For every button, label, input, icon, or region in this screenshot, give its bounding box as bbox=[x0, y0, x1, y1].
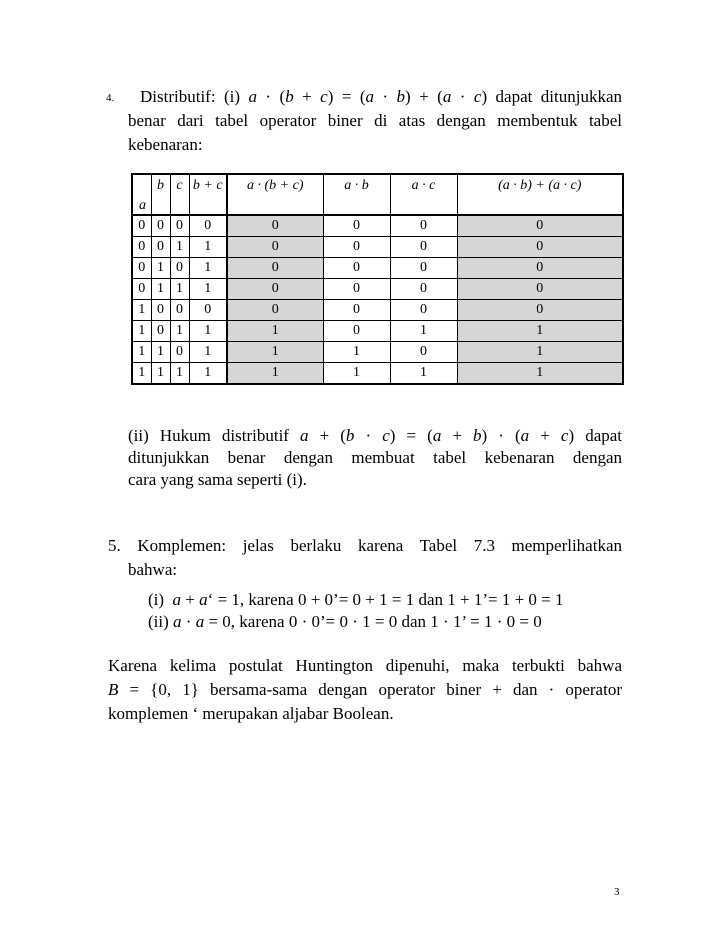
cell-b: 1 bbox=[151, 342, 170, 363]
conclusion-line-3: komplemen ‘ merupakan aljabar Boolean. bbox=[108, 704, 394, 723]
cell-a-dot-c: 0 bbox=[390, 258, 457, 279]
cell-a-dot-c: 0 bbox=[390, 215, 457, 237]
item-4-number: 4. bbox=[106, 92, 115, 104]
cell-b-plus-c: 1 bbox=[189, 342, 227, 363]
cell-a-dot-b: 0 bbox=[323, 279, 390, 300]
truth-table bbox=[131, 173, 624, 385]
table-row bbox=[132, 300, 623, 321]
cell-a-dot-c: 1 bbox=[390, 363, 457, 385]
cell-a-dot-c: 1 bbox=[390, 321, 457, 342]
cell-b: 0 bbox=[151, 321, 170, 342]
cell-b: 1 bbox=[151, 363, 170, 385]
cell-c: 1 bbox=[170, 363, 189, 385]
cell-a-dot-b: 0 bbox=[323, 300, 390, 321]
item-4-line-2: benar dari tabel operator biner di atas dengan membentuk tabel bbox=[128, 111, 622, 130]
cell-b-plus-c: 0 bbox=[189, 215, 227, 237]
header-a-dot-b: a · b bbox=[323, 174, 390, 215]
cell-b-plus-c: 1 bbox=[189, 321, 227, 342]
cell-a-dot-c: 0 bbox=[390, 279, 457, 300]
cell-a-dot-b-plus-c: 0 bbox=[227, 300, 323, 321]
cell-a-dot-b: 0 bbox=[323, 215, 390, 237]
part-ii-line-2: ditunjukkan benar dengan membuat tabel kebenaran dengan bbox=[128, 448, 622, 467]
cell-c: 0 bbox=[170, 300, 189, 321]
cell-c: 0 bbox=[170, 342, 189, 363]
cell-a: 1 bbox=[132, 342, 151, 363]
header-a-dot-c: a · c bbox=[390, 174, 457, 215]
cell-a: 1 bbox=[132, 363, 151, 385]
cell-b-plus-c: 1 bbox=[189, 237, 227, 258]
cell-a: 0 bbox=[132, 237, 151, 258]
header-a-dot-b-plus-c: a · (b + c) bbox=[227, 174, 323, 215]
cell-c: 1 bbox=[170, 237, 189, 258]
table-row bbox=[132, 215, 623, 237]
cell-c: 1 bbox=[170, 321, 189, 342]
item-5-line-1: 5. Komplemen: jelas berlaku karena Tabel 7.3 memperlihatkan bbox=[108, 536, 622, 555]
cell-b: 1 bbox=[151, 258, 170, 279]
cell-ab-plus-ac: 1 bbox=[457, 321, 623, 342]
cell-ab-plus-ac: 1 bbox=[457, 363, 623, 385]
cell-a: 0 bbox=[132, 215, 151, 237]
table-row bbox=[132, 321, 623, 342]
conclusion-line-1: Karena kelima postulat Huntington dipenuhi, maka terbukti bahwa bbox=[108, 656, 622, 675]
cell-a: 0 bbox=[132, 258, 151, 279]
item-4-line-1: Distributif: (i) a · (b + c) = (a · b) + (a · c) dapat ditunjukkan bbox=[140, 87, 623, 106]
cell-a-dot-b: 1 bbox=[323, 342, 390, 363]
item-4-line-3: kebenaran: bbox=[128, 135, 203, 154]
cell-a-dot-b-plus-c: 1 bbox=[227, 363, 323, 385]
cell-a-dot-b: 0 bbox=[323, 258, 390, 279]
cell-a-dot-c: 0 bbox=[390, 300, 457, 321]
header-b-plus-c: b + c bbox=[189, 174, 227, 215]
cell-a-dot-b-plus-c: 1 bbox=[227, 342, 323, 363]
cell-a-dot-c: 0 bbox=[390, 237, 457, 258]
cell-a: 1 bbox=[132, 321, 151, 342]
cell-a-dot-b-plus-c: 0 bbox=[227, 237, 323, 258]
cell-a-dot-b-plus-c: 1 bbox=[227, 321, 323, 342]
cell-ab-plus-ac: 0 bbox=[457, 300, 623, 321]
item-5-sub-ii: (ii) a · a = 0, karena 0 · 0’= 0 · 1 = 0 dan 1 · 1’ = 1 · 0 = 0 bbox=[148, 612, 542, 631]
cell-b: 0 bbox=[151, 300, 170, 321]
cell-a-dot-c: 0 bbox=[390, 342, 457, 363]
cell-c: 1 bbox=[170, 279, 189, 300]
cell-ab-plus-ac: 0 bbox=[457, 258, 623, 279]
item-5-sub-i: (i) a + a‘ = 1, karena 0 + 0’= 0 + 1 = 1 dan 1 + 1’= 1 + 0 = 1 bbox=[148, 590, 564, 609]
cell-c: 0 bbox=[170, 258, 189, 279]
item-5-line-2: bahwa: bbox=[128, 560, 178, 579]
table-row bbox=[132, 258, 623, 279]
cell-ab-plus-ac: 1 bbox=[457, 342, 623, 363]
table-row bbox=[132, 342, 623, 363]
page-number: 3 bbox=[614, 886, 620, 898]
header-ab-plus-ac: (a · b) + (a · c) bbox=[457, 174, 623, 215]
cell-b-plus-c: 1 bbox=[189, 279, 227, 300]
cell-ab-plus-ac: 0 bbox=[457, 237, 623, 258]
table-row bbox=[132, 363, 623, 385]
cell-b: 0 bbox=[151, 215, 170, 237]
cell-a-dot-b-plus-c: 0 bbox=[227, 279, 323, 300]
cell-b-plus-c: 1 bbox=[189, 363, 227, 385]
cell-ab-plus-ac: 0 bbox=[457, 215, 623, 237]
cell-a-dot-b: 0 bbox=[323, 237, 390, 258]
table-row bbox=[132, 279, 623, 300]
cell-c: 0 bbox=[170, 215, 189, 237]
cell-b-plus-c: 1 bbox=[189, 258, 227, 279]
cell-a-dot-b-plus-c: 0 bbox=[227, 258, 323, 279]
cell-a: 0 bbox=[132, 279, 151, 300]
header-c: c bbox=[170, 174, 189, 215]
header-a: a bbox=[132, 174, 151, 215]
part-ii-line-1: (ii) Hukum distributif a + (b · c) = (a + b) · (a + c) dapat bbox=[128, 426, 623, 445]
cell-b: 0 bbox=[151, 237, 170, 258]
cell-a-dot-b: 1 bbox=[323, 363, 390, 385]
part-ii-paragraph bbox=[128, 425, 622, 491]
table-row bbox=[132, 237, 623, 258]
cell-b-plus-c: 0 bbox=[189, 300, 227, 321]
cell-a: 1 bbox=[132, 300, 151, 321]
cell-ab-plus-ac: 0 bbox=[457, 279, 623, 300]
table-header-row bbox=[132, 174, 623, 215]
part-ii-line-3: cara yang sama seperti (i). bbox=[128, 470, 307, 489]
cell-a-dot-b-plus-c: 0 bbox=[227, 215, 323, 237]
cell-a-dot-b: 0 bbox=[323, 321, 390, 342]
conclusion-line-2: B = {0, 1} bersama-sama dengan operator biner + dan · operator bbox=[108, 680, 622, 699]
header-b: b bbox=[151, 174, 170, 215]
cell-b: 1 bbox=[151, 279, 170, 300]
